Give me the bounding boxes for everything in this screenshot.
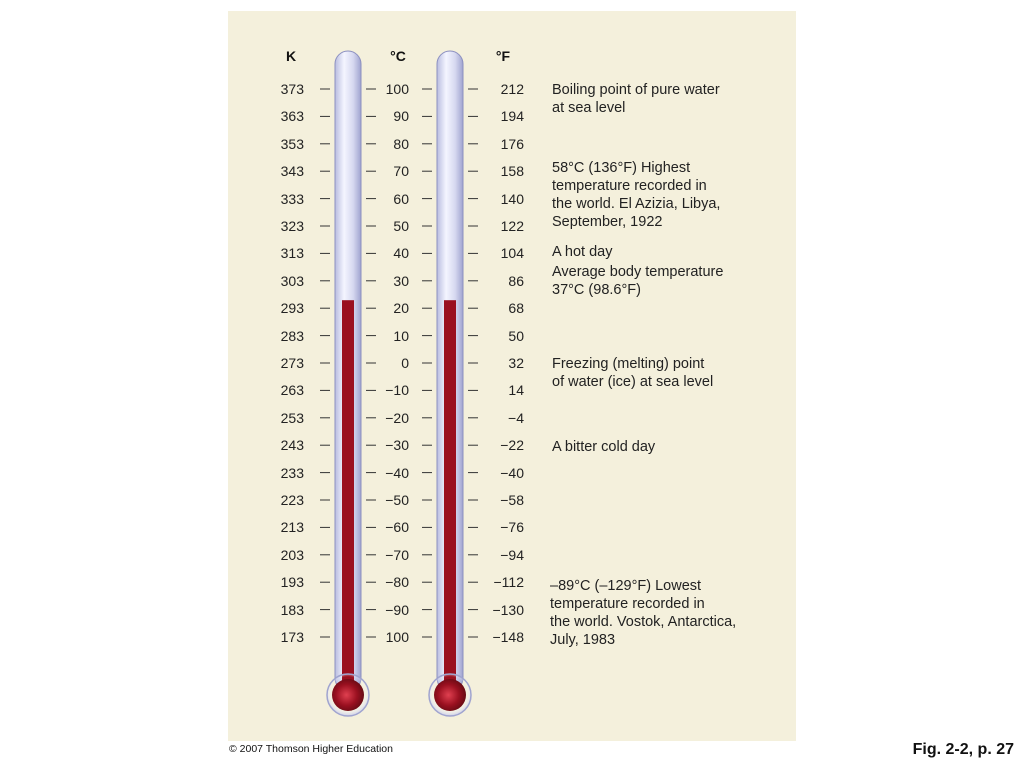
note-line: Boiling point of pure water bbox=[552, 82, 720, 98]
fahrenheit-scale-label: 50 bbox=[508, 327, 524, 344]
celsius-scale-label: −50 bbox=[385, 492, 409, 508]
kelvin-scale-label: 183 bbox=[280, 601, 304, 618]
note-line: –89°C (–129°F) Lowest bbox=[550, 578, 702, 594]
note-line: Average body temperature bbox=[552, 264, 724, 280]
celsius-scale-label: −10 bbox=[385, 382, 409, 399]
celsius-scale-label: 90 bbox=[393, 108, 409, 125]
celsius-scale-label: −40 bbox=[385, 464, 409, 481]
note-body-temperature bbox=[552, 263, 782, 299]
note-line: temperature recorded in bbox=[550, 596, 705, 612]
note-bitter-cold-day bbox=[552, 438, 782, 456]
fahrenheit-scale-label: −22 bbox=[500, 437, 524, 454]
note-line: 37°C (98.6°F) bbox=[552, 282, 641, 298]
celsius-scale-label: 70 bbox=[393, 163, 409, 180]
kelvin-scale-label: 293 bbox=[280, 300, 304, 317]
kelvin-scale-label: 333 bbox=[280, 190, 304, 207]
fahrenheit-scale-label: 14 bbox=[508, 382, 524, 399]
note-line: September, 1922 bbox=[552, 214, 663, 230]
celsius-scale-label: 50 bbox=[393, 218, 409, 234]
kelvin-scale-label: 353 bbox=[280, 135, 304, 152]
kelvin-scale-label: 263 bbox=[280, 382, 304, 399]
celsius-scale-label: 30 bbox=[393, 272, 409, 289]
celsius-scale-label: 0 bbox=[401, 355, 409, 371]
kelvin-scale-label: 223 bbox=[280, 492, 304, 508]
celsius-scale-label: −80 bbox=[385, 574, 409, 591]
kelvin-scale-label: 313 bbox=[280, 245, 304, 262]
thermometer-left bbox=[327, 51, 369, 716]
note-line: the world. Vostok, Antarctica, bbox=[550, 614, 737, 630]
celsius-scale-label: −20 bbox=[385, 409, 409, 426]
thermometer-left-bulb bbox=[332, 679, 364, 711]
thermometer-right-liquid bbox=[444, 300, 456, 695]
celsius-scale-label: 80 bbox=[393, 135, 409, 152]
note-line: July, 1983 bbox=[550, 632, 616, 648]
celsius-scale-label: −30 bbox=[385, 437, 409, 454]
kelvin-scale-label: 323 bbox=[280, 218, 304, 234]
celsius-scale-label: 60 bbox=[393, 190, 409, 207]
kelvin-scale-label: 213 bbox=[280, 519, 304, 536]
kelvin-scale-label: 203 bbox=[280, 546, 304, 563]
kelvin-scale-label: 303 bbox=[280, 272, 304, 289]
celsius-scale-label: 40 bbox=[393, 245, 409, 262]
kelvin-scale-label: 343 bbox=[280, 163, 304, 180]
fahrenheit-scale-label: 140 bbox=[500, 190, 524, 207]
note-line: of water (ice) at sea level bbox=[552, 374, 714, 390]
celsius-scale-label: 100 bbox=[385, 81, 409, 97]
fahrenheit-scale-label: 68 bbox=[508, 300, 524, 317]
figure-reference: Fig. 2-2, p. 27 bbox=[912, 741, 1014, 758]
celsius-scale-label: 100 bbox=[385, 629, 409, 645]
kelvin-scale-label: 273 bbox=[280, 355, 304, 371]
fahrenheit-scale-label: −4 bbox=[508, 409, 524, 426]
celsius-header: °C bbox=[390, 48, 406, 64]
celsius-scale-label: −90 bbox=[385, 601, 409, 618]
note-boiling-point bbox=[552, 81, 782, 117]
fahrenheit-scale-label: −58 bbox=[500, 492, 524, 508]
note-highest-temperature bbox=[552, 159, 782, 231]
fahrenheit-scale-label: 32 bbox=[508, 355, 524, 371]
kelvin-scale-label: 283 bbox=[280, 327, 304, 344]
fahrenheit-scale-label: 104 bbox=[500, 245, 524, 262]
note-hot-day bbox=[552, 243, 782, 261]
copyright-notice: © 2007 Thomson Higher Education bbox=[229, 743, 393, 755]
fahrenheit-header: °F bbox=[495, 48, 511, 64]
fahrenheit-scale-label: 194 bbox=[500, 108, 524, 125]
figure-panel bbox=[228, 11, 796, 741]
celsius-scale-label: 10 bbox=[393, 327, 409, 344]
fahrenheit-scale-label: −40 bbox=[500, 464, 524, 481]
kelvin-scale-label: 253 bbox=[280, 409, 304, 426]
kelvin-scale-label: 243 bbox=[280, 437, 304, 454]
note-lowest-temperature bbox=[550, 577, 780, 649]
celsius-scale-label: 20 bbox=[393, 300, 409, 317]
note-line: A bitter cold day bbox=[552, 439, 656, 455]
fahrenheit-scale-label: −112 bbox=[493, 574, 524, 591]
note-freezing-point bbox=[552, 355, 782, 391]
kelvin-scale-label: 233 bbox=[280, 464, 304, 481]
note-line: Freezing (melting) point bbox=[552, 356, 705, 372]
fahrenheit-scale-label: −130 bbox=[492, 601, 524, 618]
celsius-scale-label: −70 bbox=[385, 546, 409, 563]
fahrenheit-scale-label: 212 bbox=[500, 81, 524, 97]
kelvin-scale-label: 373 bbox=[280, 81, 304, 97]
note-line: temperature recorded in bbox=[552, 178, 707, 194]
fahrenheit-scale-label: 176 bbox=[500, 135, 524, 152]
kelvin-scale-label: 193 bbox=[280, 574, 304, 591]
thermometer-right bbox=[429, 51, 471, 716]
note-line: at sea level bbox=[552, 100, 626, 116]
fahrenheit-scale-label: −148 bbox=[492, 629, 524, 645]
fahrenheit-scale-label: 122 bbox=[500, 218, 524, 234]
kelvin-header: K bbox=[285, 48, 297, 64]
kelvin-scale-label: 363 bbox=[280, 108, 304, 125]
fahrenheit-scale-label: 86 bbox=[508, 272, 524, 289]
thermometer-left-liquid bbox=[342, 300, 354, 695]
thermometer-right-bulb bbox=[434, 679, 466, 711]
fahrenheit-scale-label: −76 bbox=[500, 519, 524, 536]
fahrenheit-scale-label: −94 bbox=[500, 546, 524, 563]
note-line: A hot day bbox=[552, 244, 613, 260]
celsius-scale-label: −60 bbox=[385, 519, 409, 536]
note-line: the world. El Azizia, Libya, bbox=[552, 196, 721, 212]
fahrenheit-scale-label: 158 bbox=[500, 163, 524, 180]
kelvin-scale-label: 173 bbox=[280, 629, 304, 645]
note-line: 58°C (136°F) Highest bbox=[552, 160, 691, 176]
